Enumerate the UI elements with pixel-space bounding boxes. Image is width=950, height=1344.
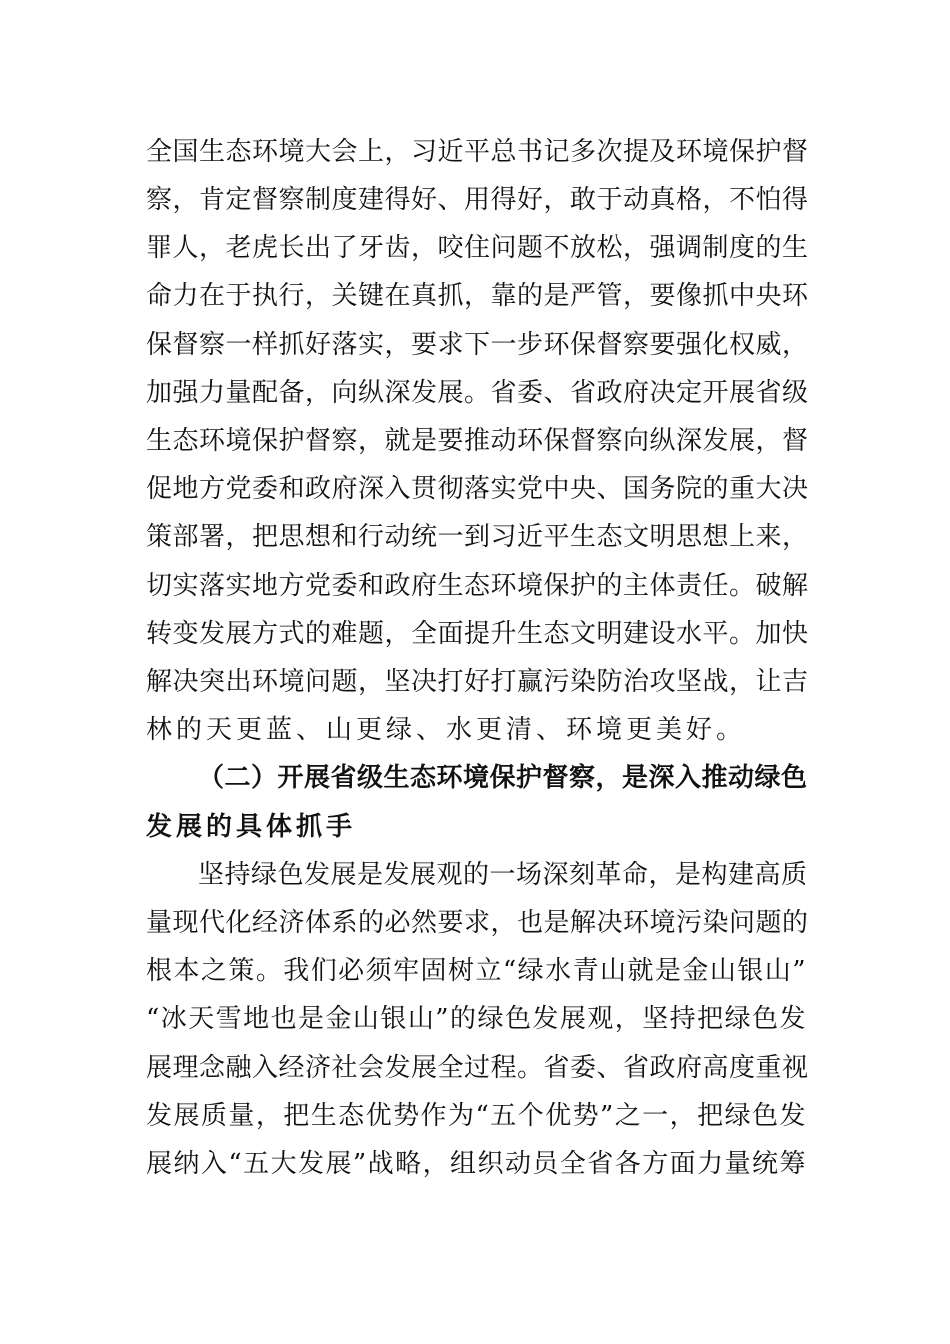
- text-line: 保督察一样抓好落实，要求下一步环保督察要强化权威，: [146, 330, 809, 360]
- text-line: 促地方党委和政府深入贯彻落实党中央、国务院的重大决: [146, 474, 809, 504]
- text-line: 展纳入“五大发展”战略，组织动员全省各方面力量统筹: [146, 1149, 806, 1179]
- text-line: 坚持绿色发展是发展观的一场深刻革命，是构建高质: [198, 860, 808, 890]
- text-line: 策部署，把思想和行动统一到习近平生态文明思想上来，: [146, 522, 809, 552]
- text-line: “冰天雪地也是金山银山”的绿色发展观，坚持把绿色发: [146, 1004, 806, 1034]
- text-line: 全国生态环境大会上，习近平总书记多次提及环境保护督: [146, 137, 809, 167]
- text-line: 转变发展方式的难题，全面提升生态文明建设水平。加快: [146, 619, 809, 649]
- text-line: 加强力量配备，向纵深发展。省委、省政府决定开展省级: [146, 378, 809, 408]
- heading-line: 发展的具体抓手: [146, 812, 357, 842]
- text-line: 生态环境保护督察，就是要推动环保督察向纵深发展，督: [146, 426, 809, 456]
- text-line: 罪人，老虎长出了牙齿，咬住问题不放松，强调制度的生: [146, 233, 809, 263]
- text-line: 命力在于执行，关键在真抓，靠的是严管，要像抓中央环: [146, 281, 809, 311]
- text-line: 切实落实地方党委和政府生态环境保护的主体责任。破解: [146, 571, 809, 601]
- text-line: 察，肯定督察制度建得好、用得好，敢于动真格，不怕得: [146, 185, 809, 215]
- heading-line: （二）开展省级生态环境保护督察，是深入推动绿色: [198, 763, 808, 793]
- text-line: 展理念融入经济社会发展全过程。省委、省政府高度重视: [146, 1053, 809, 1083]
- text-line: 根本之策。我们必须牢固树立“绿水青山就是金山银山”: [146, 956, 806, 986]
- text-line: 量现代化经济体系的必然要求，也是解决环境污染问题的: [146, 908, 809, 938]
- text-line: 解决突出环境问题，坚决打好打赢污染防治攻坚战，让吉: [146, 667, 809, 697]
- text-line: 林的天更蓝、山更绿、水更清、环境更美好。: [146, 715, 747, 745]
- text-line: 发展质量，把生态优势作为“五个优势”之一，把绿色发: [146, 1101, 806, 1131]
